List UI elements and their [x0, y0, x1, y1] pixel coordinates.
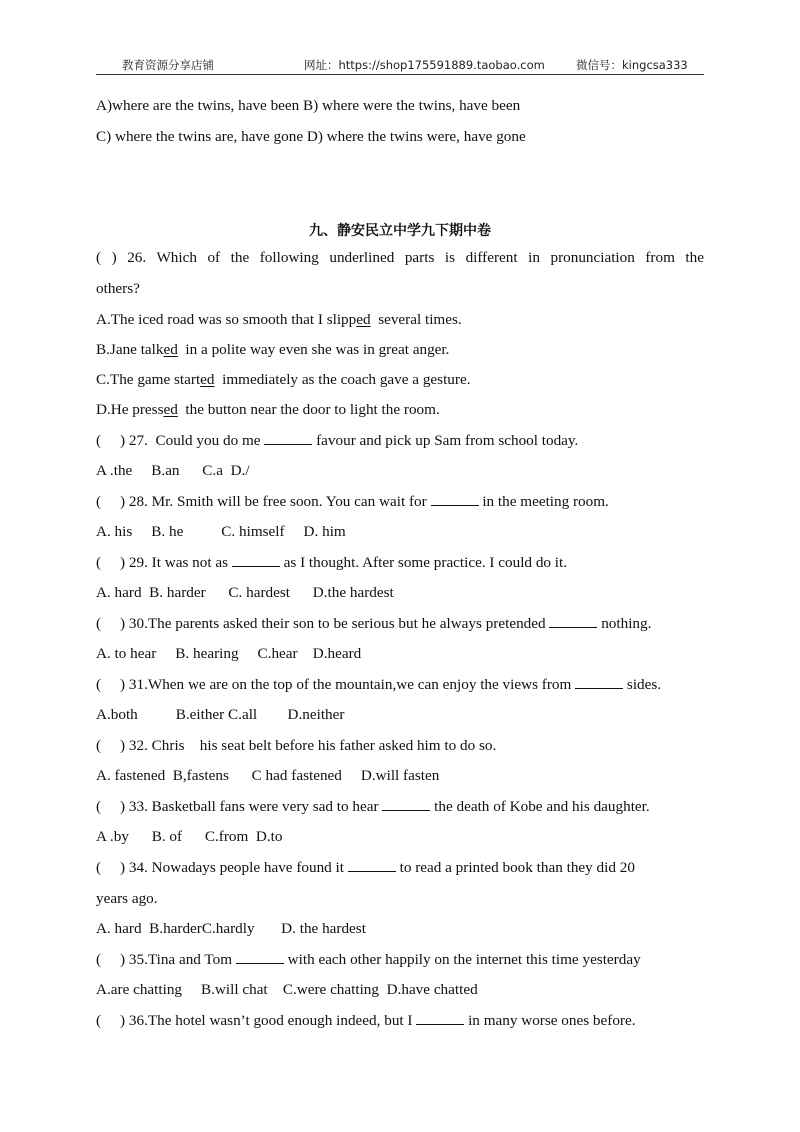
q26-option-d-underlined: ed	[163, 401, 178, 418]
q33-stem-rest: the death of Kobe and his daughter.	[430, 798, 650, 815]
q33-answer-blank[interactable]	[382, 797, 430, 811]
q29-stem-text: ( ) 29. It was not as	[96, 554, 232, 571]
q34-stem-text: ( ) 34. Nowadays people have found it	[96, 859, 348, 876]
q33-stem-text: ( ) 33. Basketball fans were very sad to hear	[96, 798, 383, 815]
q36-answer-blank[interactable]	[416, 1011, 464, 1025]
q31-stem-text: ( ) 31.When we are on the top of the mountain,we can enjoy the views from	[96, 676, 576, 693]
q30-stem-rest: nothing.	[597, 615, 652, 632]
q27-answer-blank[interactable]	[264, 431, 312, 445]
q33-stem	[96, 797, 704, 817]
q27-stem-text: ( ) 27. Could you do me	[96, 432, 265, 449]
q35-stem	[96, 950, 704, 970]
q30-stem	[96, 614, 704, 634]
q26-option-a-rest: several times.	[370, 311, 462, 328]
q35-stem-rest: with each other happily on the internet this time yesterday	[283, 951, 641, 968]
q36-stem-text: ( ) 36.The hotel wasn’t good enough indeed, but I	[96, 1012, 417, 1029]
q26-option-d-text: D.He press	[96, 401, 164, 418]
q26-option-b	[96, 340, 704, 360]
q35-stem-text: ( ) 35.Tina and Tom	[96, 951, 236, 968]
q35-options: A.are chatting B.will chat C.were chatting D.have chatted	[96, 981, 478, 998]
q26-stem: ( ) 26. Which of the following underlined parts is different in pronunciation from the	[96, 249, 704, 266]
header-divider	[96, 74, 704, 75]
q31-stem-rest: sides.	[623, 676, 662, 693]
page-header	[96, 55, 704, 75]
section-title: 九、静安民立中学九下期中卷	[309, 223, 491, 239]
q26-option-b-rest: in a polite way even she was in great anger.	[177, 341, 450, 358]
q32-stem: ( ) 32. Chris his seat belt before his father asked him to do so.	[96, 737, 497, 754]
q26-option-c-underlined: ed	[200, 371, 215, 388]
prev-options-cd: C) where the twins are, have gone D) where the twins were, have gone	[96, 128, 526, 145]
q26-option-a	[96, 310, 704, 330]
q26-option-b-underlined: ed	[163, 341, 178, 358]
q28-stem	[96, 492, 704, 512]
header-shop-name: 教育资源分享店铺	[122, 58, 214, 72]
header-url: 网址：https://shop175591889.taobao.com	[304, 58, 545, 72]
header-wechat: 微信号：kingcsa333	[576, 58, 688, 72]
q27-options: A .the B.an C.a D./	[96, 462, 250, 479]
q32-options: A. fastened B,fastens C had fastened D.will fasten	[96, 767, 440, 784]
q29-stem-rest: as I thought. After some practice. I could do it.	[279, 554, 568, 571]
q26-stem-cont: others?	[96, 280, 140, 297]
q26-option-d-rest: the button near the door to light the room.	[177, 401, 440, 418]
q26-option-c-rest: immediately as the coach gave a gesture.	[214, 371, 471, 388]
q31-options: A.both B.either C.all D.neither	[96, 706, 345, 723]
q26-option-a-underlined: ed	[356, 311, 371, 328]
q28-stem-text: ( ) 28. Mr. Smith will be free soon. You can wait for	[96, 493, 431, 510]
q30-options: A. to hear B. hearing C.hear D.heard	[96, 645, 362, 662]
q30-answer-blank[interactable]	[549, 614, 597, 628]
q30-stem-text: ( ) 30.The parents asked their son to be serious but he always pretended	[96, 615, 550, 632]
q28-options: A. his B. he C. himself D. him	[96, 523, 346, 540]
q28-answer-blank[interactable]	[431, 492, 479, 506]
q31-stem	[96, 675, 704, 695]
q29-stem	[96, 553, 704, 573]
q26-option-a-text: A.The iced road was so smooth that I slipp	[96, 311, 357, 328]
q34-stem	[96, 858, 704, 878]
q34-stem-cont: years ago.	[96, 890, 158, 907]
q34-answer-blank[interactable]	[348, 858, 396, 872]
q26-option-c	[96, 370, 704, 390]
q29-options: A. hard B. harder C. hardest D.the hardest	[96, 584, 394, 601]
q36-stem-rest: in many worse ones before.	[464, 1012, 636, 1029]
prev-options-ab: A)where are the twins, have been B) where were the twins, have been	[96, 97, 521, 114]
q26-option-d	[96, 400, 704, 420]
q36-stem	[96, 1011, 704, 1031]
q34-options: A. hard B.harderC.hardly D. the hardest	[96, 920, 366, 937]
q27-stem	[96, 431, 704, 451]
q33-options: A .by B. of C.from D.to	[96, 828, 283, 845]
q31-answer-blank[interactable]	[575, 675, 623, 689]
q26-option-c-text: C.The game start	[96, 371, 201, 388]
q34-stem-rest: to read a printed book than they did 20	[395, 859, 635, 876]
q26-option-b-text: B.Jane talk	[96, 341, 164, 358]
q28-stem-rest: in the meeting room.	[478, 493, 609, 510]
q27-stem-rest: favour and pick up Sam from school today.	[312, 432, 579, 449]
q35-answer-blank[interactable]	[236, 950, 284, 964]
q29-answer-blank[interactable]	[232, 553, 280, 567]
